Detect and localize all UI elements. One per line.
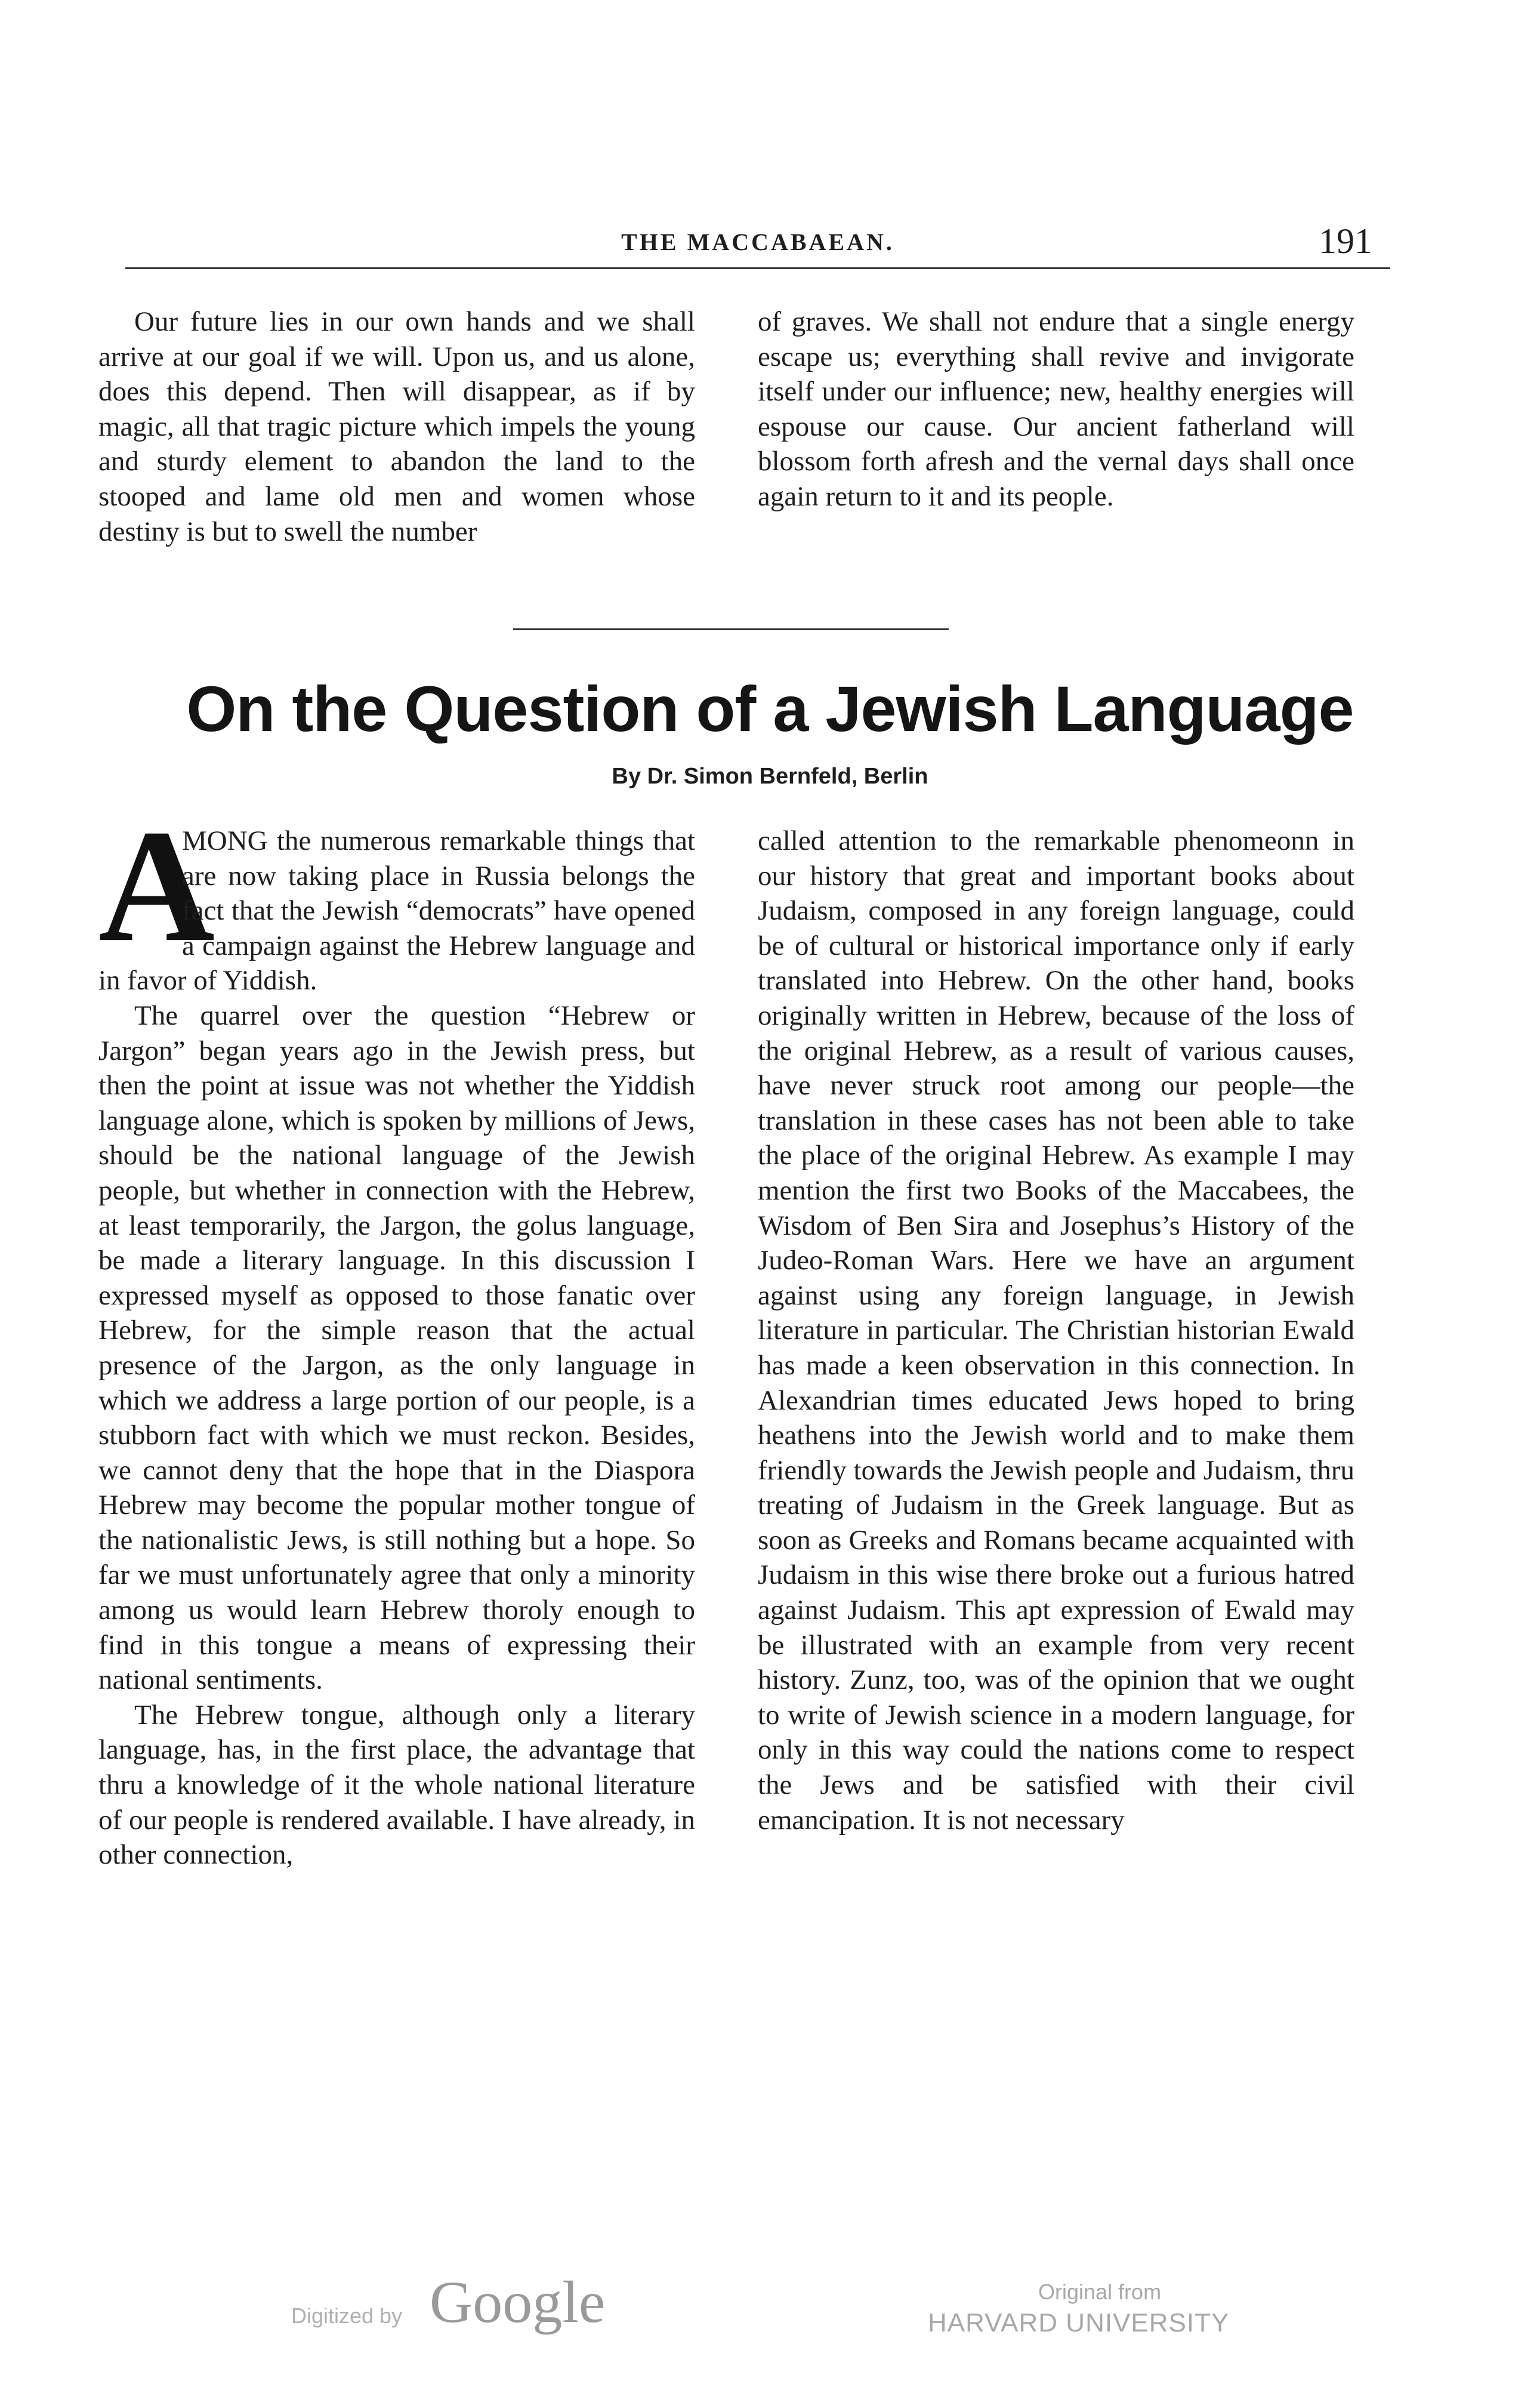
header-rule — [125, 267, 1390, 269]
page-number: 191 — [1319, 221, 1372, 261]
article-column-left — [98, 797, 695, 1873]
drop-cap: A — [98, 797, 215, 975]
continued-text-left — [98, 304, 695, 549]
digitized-by-label: Digitized by — [291, 2303, 403, 2328]
article-paragraph: MONG the numerous remarkable things that are now taking place in Russia belongs the fact that the Jewish “democrats” have opened a campaign against the Hebrew language and in favor of Yiddish. — [98, 825, 695, 997]
institution-label: HARVARD UNIVERSITY — [928, 2308, 1230, 2337]
continued-paragraph-left: Our future lies in our own hands and we shall arrive at our goal if we will. Upon us, and us alone, does this depend. Then will disappear, as if by magic, all that tragic picture which impels the young and sturdy element to abandon the land to the stooped and lame old men and women whose destiny is but to swell the number — [98, 306, 695, 547]
article-paragraph: called attention to the remarkable phenomeonn in our history that great and important books about Judaism, composed in any foreign language, could be of cultural or historical importance only if early translated into Hebrew. On the other hand, books originally written in Hebrew, because of the loss of the original Hebrew, as a result of various causes, have never struck root among our people—the translation in these cases has not been able to take the place of the original Hebrew. As example I may mention the first two Books of the Maccabees, the Wisdom of Ben Sira and Josephus’s History of the Judeo-Roman Wars. Here we have an argument against using any foreign language, in Jewish literature in particular. The Christian historian Ewald has made a keen observation in this connection. In Alexandrian times educated Jews hoped to bring heathens into the Jewish world and to make them friendly towards the Jewish people and Judaism, thru treating of Judaism in the Greek language. But as soon as Greeks and Romans became acquainted with Judaism in this wise there broke out a furious hatred against Judaism. This apt expression of Ewald may be illustrated with an example from very recent history. Zunz, too, was of the opinion that we ought to write of Jewish science in a modern language, for only in this way could the nations come to respect the Jews and be satisfied with their civil emancipation. It is not necessary — [758, 825, 1354, 1836]
article-byline: By Dr. Simon Bernfeld, Berlin — [612, 764, 928, 789]
article-paragraph: The quarrel over the question “Hebrew or Jargon” began years ago in the Jewish press, but then the point at issue was not whether the Yiddish language alone, which is spoken by millions of Jews, should be the national language of the Jewish people, but whether in connection with the Hebrew, at least temporarily, the Jargon, the golus language, be made a literary language. In this discussion I expressed myself as opposed to those fanatic over Hebrew, for the simple reason that the actual presence of the Jargon, as the only language in which we address a large portion of our people, is a stubborn fact with which we must reckon. Besides, we cannot deny that the hope that in the Diaspora Hebrew may become the popular mother tongue of the nationalistic Jews, is still nothing but a hope. So far we must unfortunately agree that only a minority among us would learn Hebrew thoroly enough to find in this tongue a means of expressing their national sentiments. — [98, 1000, 695, 1696]
page-footer — [0, 2256, 1540, 2339]
section-divider — [513, 628, 949, 630]
running-head: THE MACCABAEAN. — [621, 229, 894, 255]
google-logo: Google — [430, 2269, 606, 2335]
article-column-right — [758, 824, 1354, 1837]
page-header — [125, 221, 1390, 269]
continued-text-right — [758, 304, 1354, 514]
continued-paragraph-right: of graves. We shall not endure that a single energy escape us; everything shall revive and invigorate itself under our influence; new, healthy energies will espouse our cause. Our ancient fatherland will blossom forth afresh and the vernal days shall once again return to it and its people. — [758, 306, 1354, 512]
article-paragraph: The Hebrew tongue, although only a literary language, has, in the first place, the advantage that thru a knowledge of it the whole national literature of our people is rendered available. I have already, in other connection, — [98, 1699, 695, 1871]
article-title: On the Question of a Jewish Language — [186, 673, 1354, 745]
original-from-label: Original from — [1038, 2280, 1162, 2304]
